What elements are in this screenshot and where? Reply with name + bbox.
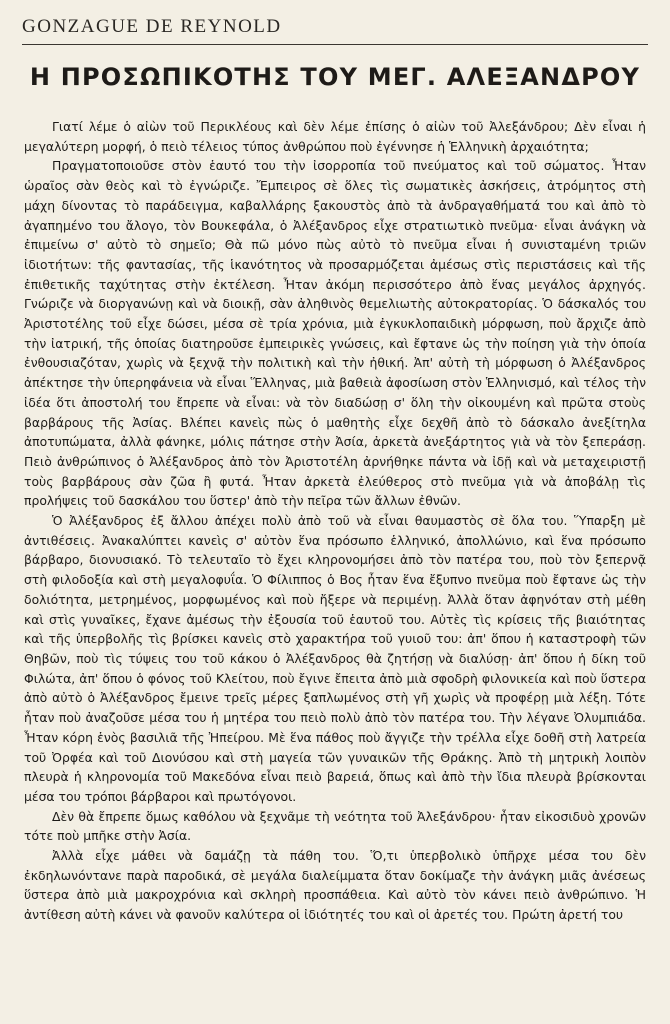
header-rule	[22, 44, 648, 45]
paragraph-4: Δὲν θὰ ἔπρεπε ὅμως καθόλου νὰ ξεχνᾶμε τὴ νεότητα τοῦ Ἀλεξάνδρου· ἦταν εἰκοσιδυὸ χρονῶν τότε ποὺ μπῆκε στὴν Ἀσία.	[24, 808, 646, 844]
article-body	[22, 117, 648, 925]
article-title: Η ΠΡΟΣΩΠΙΚΟΤΗΣ ΤΟΥ ΜΕΓ. ΑΛΕΞΑΝΔΡΟΥ	[29, 63, 641, 91]
paragraph-5: Ἀλλὰ εἶχε μάθει νὰ δαμάζῃ τὰ πάθη του. Ὅ,τι ὑπερβολικὸ ὑπῆρχε μέσα του δὲν ἐκδηλωνόντανε παρὰ παροδικά, σὲ μεγάλα διαλείμματα ὅταν δοκίμαζε τὴν ἀνάγκη μιᾶς ἀνέσεως ὕστερα ἀπὸ μιὰ μακροχρόνια καὶ σκληρὴ προσπάθεια. Καὶ αὐτὸ τὸν κάνει πειὸ ἀνθρώπινο. Ἡ ἀντίθεση αὐτὴ κάνει νὰ φανοῦν καλύτερα οἱ ἰδιότητές του καὶ οἱ ἀρετές του. Πρώτη ἀρετή του	[24, 848, 646, 923]
paragraph-1: Γιατί λέμε ὁ αἰὼν τοῦ Περικλέους καὶ δὲν λέμε ἐπίσης ὁ αἰὼν τοῦ Ἀλεξάνδρου; Δὲν εἶναι ἡ μεγαλύτερη μορφή, ὁ πειὸ τέλειος τύπος ἀνθρώπου ποὺ ἐγέννησε ἡ Ἑλληνικὴ ἀρχαιότητα;	[24, 119, 646, 154]
paragraph-2: Πραγματοποιοῦσε στὸν ἑαυτό του τὴν ἰσορροπία τοῦ πνεύματος καὶ τοῦ σώματος. Ἦταν ὡραῖος σὰν θεὸς καὶ τὸ ἐγνώριζε. Ἔμπειρος σὲ ὅλες τὶς σωματικὲς ἀσκήσεις, ἀτρόμητος στὴ μάχη δίνοντας τὸ παράδειγμα, καβαλλάρης ξακουστὸς ἀπὸ τὰ ἀνδραγαθήματά του καὶ ἀπὸ τὸ ἀγαπημένο του ἄλογο, τὸν Βουκεφάλα, ὁ Ἀλέξανδρος εἶχε στρατιωτικὸ πνεῦμα· εἶναι ἀνάγκη νὰ ἐπιμείνω σ' αὐτὸ τὸ σημεῖο; Θὰ πῶ μόνο πὼς αὐτὸ τὸ πνεῦμα εἶναι ἡ συνισταμένη τριῶν ἰδιοτήτων: τῆς φαντασίας, τῆς ἱκανότητος νὰ προσαρμόζεται ἀμέσως στὶς περιστάσεις καὶ τῆς ἐπιθετικῆς ταχύτητας στὴν ἐκτέλεση. Ἦταν ἀκόμη περισσότερο ἀπὸ ἕνας μεγάλος ἀρχηγός. Γνώριζε νὰ διοργανώνῃ καὶ νὰ διοικῇ, σὰν ἀληθινὸς θεμελιωτὴς αὐτοκρατορίας. Ὁ δάσκαλός του Ἀριστοτέλης τοῦ εἶχε δώσει, μέσα σὲ τρία χρόνια, μιὰ ἐγκυκλοπαιδικὴ μόρφωση, ποὺ ἄρχιζε ἀπὸ τὴν ἰατρική, τῆς ὁποίας διατηροῦσε ἐμπειρικὲς γνώσεις, καὶ ἔφτανε ὡς τὴν ποίηση γιὰ τὴν ὁποία ἐνθουσιαζόταν, χωρὶς νὰ ξεχνᾷ τὴν πολιτικὴ καὶ τὴν ἠθική. Ἀπ' αὐτὴ τὴ μόρφωση ὁ Ἀλέξανδρος ἀπέκτησε τὴν ὑπερηφάνεια νὰ εἶναι Ἕλληνας, μιὰ βαθειὰ ἀφοσίωση στὸν Ἑλληνισμό, καὶ τέλος τὴν ἰδέα ὅτι ἀποστολή του ἔπρεπε νὰ εἶναι: νὰ τὸν διαδώσῃ σ' ὅλη τὴν οἰκουμένη καὶ πρῶτα στοὺς βαρβάρους τῆς Ἀσίας. Βλέπει κανεὶς πὼς ὁ μαθητὴς εἶχε δεχθῆ ἀπὸ τὸ δάσκαλο ἀνεξίτηλα ἀποτυπώματα, ἀλλὰ φάνηκε, μόλις πάτησε στὴν Ἀσία, ἀρκετὰ ἀνεξάρτητος γιὰ νὰ τὸν ξεπεράσῃ. Πειὸ ἀνθρώπινος ὁ Ἀλέξανδρος ἀπὸ τὸν Ἀριστοτέλη ἀρνήθηκε πάντα νὰ ἰδῇ καὶ νὰ μεταχειριστῇ τοὺς βαρβάρους σὰν ζῶα ἢ φυτά. Ἦταν ἀρκετὰ ἐλεύθερος στὸ πνεῦμα γιὰ νὰ ἀποβάλῃ τὶς προλήψεις τοῦ δασκάλου του ὕστερ' ἀπὸ τὴν πεῖρα τῶν ἄλλων ἐθνῶν.	[24, 158, 646, 509]
running-head: GONZAGUE DE REYNOLD	[22, 16, 282, 37]
paragraph-3: Ὁ Ἀλέξανδρος ἐξ ἄλλου ἀπέχει πολὺ ἀπὸ τοῦ νὰ εἶναι θαυμαστὸς σὲ ὅλα του. Ὕπαρξη μὲ ἀντιθέσεις. Ἀνακαλύπτει κανεὶς σ' αὐτὸν ἕνα πρόσωπο ἑλληνικό, ἀπολλώνιο, καὶ ἕνα πρόσωπο βάρβαρο, διονυσιακό. Τὸ τελευταῖο τὸ ἔχει κληρονομήσει ἀπὸ τὸν πατέρα του, ποὺ τὸν ξεπερνᾷ στὴ φιλοδοξία καὶ στὴ μεγαλοφυΐα. Ὁ Φίλιππος ὁ Βος ἦταν ἕνα ἔξυπνο πνεῦμα ποὺ ἔφτανε ὡς τὴν δολιότητα, μετρημένος, μορφωμένος καὶ ποὺ ἤξερε νὰ περιμένῃ. Ἀλλὰ ὅταν ἀφηνόταν στὴ μέθη καὶ στὶς γυναῖκες, ἔχανε ἀμέσως τὴν ἐξουσία τοῦ ἑαυτοῦ του. Αὐτὲς τὶς κρίσεις τῆς βιαιότητας καὶ τῆς ὑπερβολῆς τὶς βρίσκει κανεὶς στὸ χαρακτήρα τοῦ γυιοῦ του: ἀπ' ὅπου ἡ καταστροφὴ τῶν Θηβῶν, ποὺ τὶς τύψεις του τοῦ κάκου ὁ Ἀλέξανδρος θὰ ζητήσῃ νὰ διαλύσῃ· ἀπ' ὅπου ἡ δίκη τοῦ Φιλώτα, ἀπ' ὅπου ὁ φόνος τοῦ Κλείτου, ποὺ ἔγινε ἔπειτα ἀπὸ μιὰ σφοδρὴ φιλονικεία καὶ ποὺ ὕστερα ἀπὸ αὐτὸ ὁ Ἀλέξανδρος ἔμεινε τρεῖς μέρες ξαπλωμένος στὴ γῆ χωρὶς νὰ προφέρῃ μιὰ λέξη. Τότε ἦταν ποὺ ἀναζοῦσε μέσα του ἡ μητέρα του πειὸ πολὺ ἀπὸ τὸν πατέρα του. Τὴν λέγανε Ὀλυμπιάδα. Ἦταν κόρη ἑνὸς βασιλιᾶ τῆς Ἠπείρου. Μὲ ἕνα πάθος ποὺ ἄγγιζε τὴν τρέλλα εἶχε δοθῆ στὴ λατρεία τοῦ Ὀρφέα καὶ τοῦ Διονύσου καὶ στὴ μαγεία τῶν γυναικῶν τῆς Θράκης. Ἀπὸ τὴ μητρικὴ λοιπὸν πλευρὰ ἡ κληρονομία τοῦ Μακεδόνα εἶναι πειὸ βαρειά, ὅπως καὶ ἀπὸ τὴν ἴδια πλευρὰ βρίσκονται μέσα του τρόποι βάρβαροι καὶ πρωτόγονοι.	[24, 513, 646, 804]
